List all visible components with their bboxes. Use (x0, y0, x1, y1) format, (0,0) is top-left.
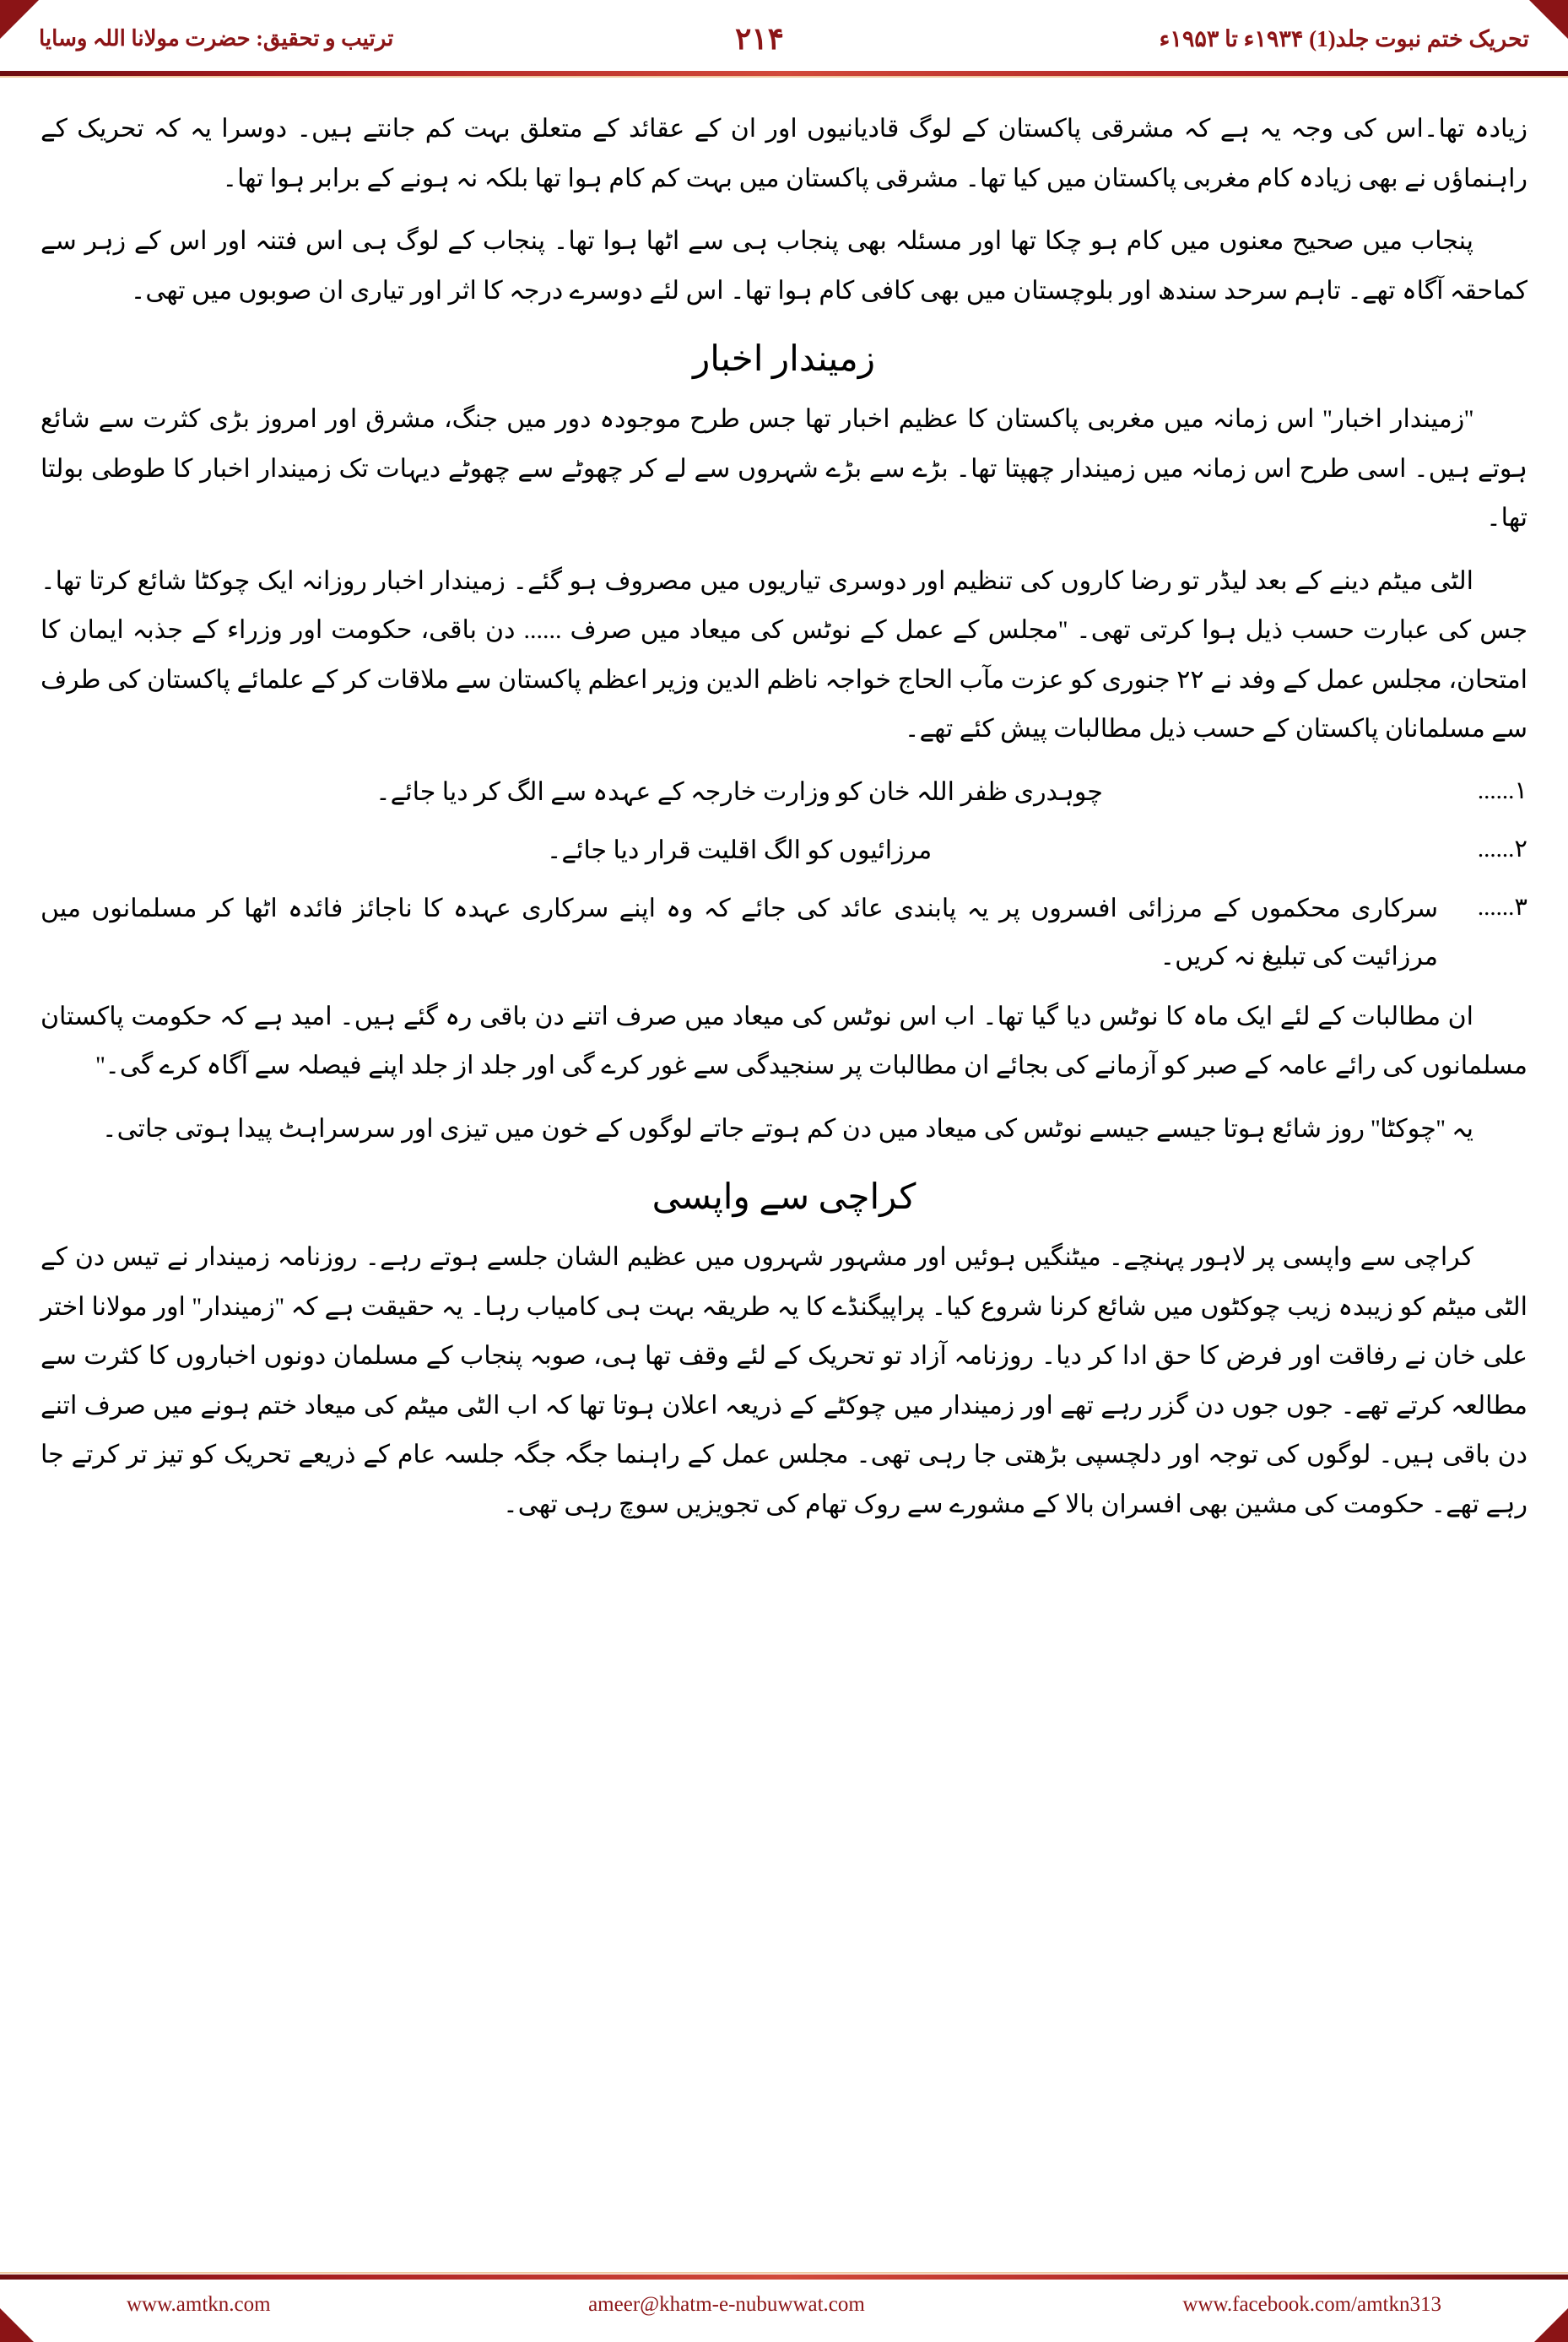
section-heading-karachi-se-wapsi: کراچی سے واپسی (652, 1178, 916, 1217)
footer-corner-left-ornament (0, 2308, 34, 2342)
section-heading-zamindar-akhbar: زمیندار اخبار (692, 340, 875, 379)
footer-divider (0, 2274, 1568, 2280)
paragraph: پنجاب میں صحیح معنوں میں کام ہو چکا تھا اور مسئلہ بھی پنجاب ہی سے اٹھا ہوا تھا۔ پنجاب کے لوگ ہی اس فتنہ اور اس کے زہر سے کماحقہ آگاہ تھے۔ تاہم سرحد سندھ اور بلوچستان میں بھی کافی کام ہوا تھا۔ اس لئے دوسرے درجہ کا اثر اور تیاری ان صوبوں میں تھی۔ (41, 227, 1527, 305)
page-footer (0, 2264, 1568, 2342)
page-number: ۲۱۴ (734, 22, 784, 56)
list-item-number: ۳...... (1477, 893, 1527, 921)
header-compiler-credit: ترتیب و تحقیق: حضرت مولانا اللہ وسایا (39, 26, 394, 51)
paragraph: ان مطالبات کے لئے ایک ماہ کا نوٹس دیا گیا تھا۔ اب اس نوٹس کی میعاد میں صرف اتنے دن باقی رہ گئے ہیں۔ امید ہے کہ حکومت پاکستان مسلمانوں کی رائے عامہ کے صبر کو آزمانے کی بجائے ان مطالبات پر سنجیدگی سے غور کرے گی اور جلد از جلد اپنے فیصلہ سے آگاہ کرے گی۔'' (41, 1002, 1527, 1079)
page-header (0, 0, 1568, 81)
page-content (0, 81, 1568, 2264)
list-item (41, 768, 1527, 816)
footer-corner-right-ornament (1534, 2308, 1568, 2342)
list-item-number: ۲...... (1477, 835, 1527, 863)
footer-facebook-link[interactable]: www.facebook.com/amtkn313 (1182, 2293, 1441, 2316)
list-item-number: ۱...... (1477, 776, 1527, 804)
header-book-title: تحریک ختم نبوت جلد(1) ۱۹۳۴ء تا ۱۹۵۳ء (1159, 25, 1529, 51)
header-corner-left-ornament (0, 0, 39, 39)
paragraph: ''زمیندار اخبار'' اس زمانہ میں مغربی پاکستان کا عظیم اخبار تھا جس طرح موجودہ دور میں جنگ، مشرق اور امروز بڑی کثرت سے شائع ہوتے ہیں۔ اسی طرح اس زمانہ میں زمیندار چھپتا تھا۔ بڑے سے بڑے شہروں سے لے کر چھوٹے سے چھوٹے دیہات تک زمیندار اخبار کا طوطی بولتا تھا۔ (41, 405, 1527, 532)
paragraph: الٹی میٹم دینے کے بعد لیڈر تو رضا کاروں کی تنظیم اور دوسری تیاریوں میں مصروف ہو گئے۔ زمیندار اخبار روزانہ ایک چوکٹا شائع کرتا تھا۔ جس کی عبارت حسب ذیل ہوا کرتی تھی۔ ''مجلس کے عمل کے نوٹس کی میعاد میں صرف ...... دن باقی، حکومت اور وزراء کے جذبہ ایمان کا امتحان، مجلس عمل کے وفد نے ۲۲ جنوری کو عزت مآب الحاج خواجہ ناظم الدین وزیر اعظم پاکستان سے ملاقات کر کے علمائے پاکستان کی طرف سے مسلمانان پاکستان کے حسب ذیل مطالبات پیش کئے تھے۔ (41, 566, 1528, 743)
list-item-text: چوہدری ظفر اللہ خان کو وزارت خارجہ کے عہدہ سے الگ کر دیا جائے۔ (376, 777, 1103, 806)
list-item-text: سرکاری محکموں کے مرزائی افسروں پر یہ پابندی عائد کی جائے کہ وہ اپنے سرکاری عہدہ کا ناجائز فائدہ اٹھا کر مسلمانوں میں مرزائیت کی تبلیغ نہ کریں۔ (41, 894, 1438, 971)
list-item (41, 826, 1527, 874)
header-divider (0, 71, 1568, 76)
paragraph: زیادہ تھا۔اس کی وجہ یہ ہے کہ مشرقی پاکستان کے لوگ قادیانیوں اور ان کے عقائد کے متعلق بہت کم جانتے ہیں۔ دوسرا یہ کہ تحریک کے راہنماؤں نے بھی زیادہ کام مغربی پاکستان میں کیا تھا۔ مشرقی پاکستان میں بہت کم کام ہوا تھا بلکہ نہ ہونے کے برابر ہوا تھا۔ (41, 115, 1527, 192)
header-corner-right-ornament (1529, 0, 1568, 39)
footer-email[interactable]: ameer@khatm-e-nubuwwat.com (588, 2293, 865, 2316)
list-item (41, 884, 1527, 981)
paragraph: کراچی سے واپسی پر لاہور پہنچے۔ میٹنگیں ہوئیں اور مشہور شہروں میں عظیم الشان جلسے ہوتے رہے۔ روزنامہ زمیندار نے تیس دن کے الٹی میٹم کو زیبدہ زیب چوکٹوں میں شائع کرنا شروع کیا۔ پراپیگنڈے کا یہ طریقہ بہت ہی کامیاب رہا۔ یہ حقیقت ہے کہ ''زمیندار'' اور مولانا اختر علی خان نے رفاقت اور فرض کا حق ادا کر دیا۔ روزنامہ آزاد تو تحریک کے لئے وقف تھا ہی، صوبہ پنجاب کے مسلمان دونوں اخباروں کا کثرت سے مطالعہ کرتے تھے۔ جوں جوں دن گزر رہے تھے اور زمیندار میں چوکٹے کے ذریعہ اعلان ہوتا تھا کہ اب الٹی میٹم کی میعاد ختم ہونے میں صرف اتنے دن باقی ہیں۔ لوگوں کی توجہ اور دلچسپی بڑھتی جا رہی تھی۔ مجلس عمل کے راہنما جگہ جگہ جلسہ عام کے ذریعے تحریک کو تیز تر کرتے جا رہے تھے۔ حکومت کی مشین بھی افسران بالا کے مشورے سے روک تھام کی تجویزیں سوچ رہی تھی۔ (41, 1243, 1527, 1518)
paragraph: یہ ''چوکٹا'' روز شائع ہوتا جیسے جیسے نوٹس کی میعاد میں دن کم ہوتے جاتے لوگوں کے خون میں تیزی اور سرسراہٹ پیدا ہوتی جاتی۔ (102, 1114, 1473, 1143)
list-item-text: مرزائیوں کو الگ اقلیت قرار دیا جائے۔ (546, 836, 933, 864)
footer-website-link[interactable]: www.amtkn.com (127, 2293, 271, 2316)
demands-list (41, 768, 1527, 981)
